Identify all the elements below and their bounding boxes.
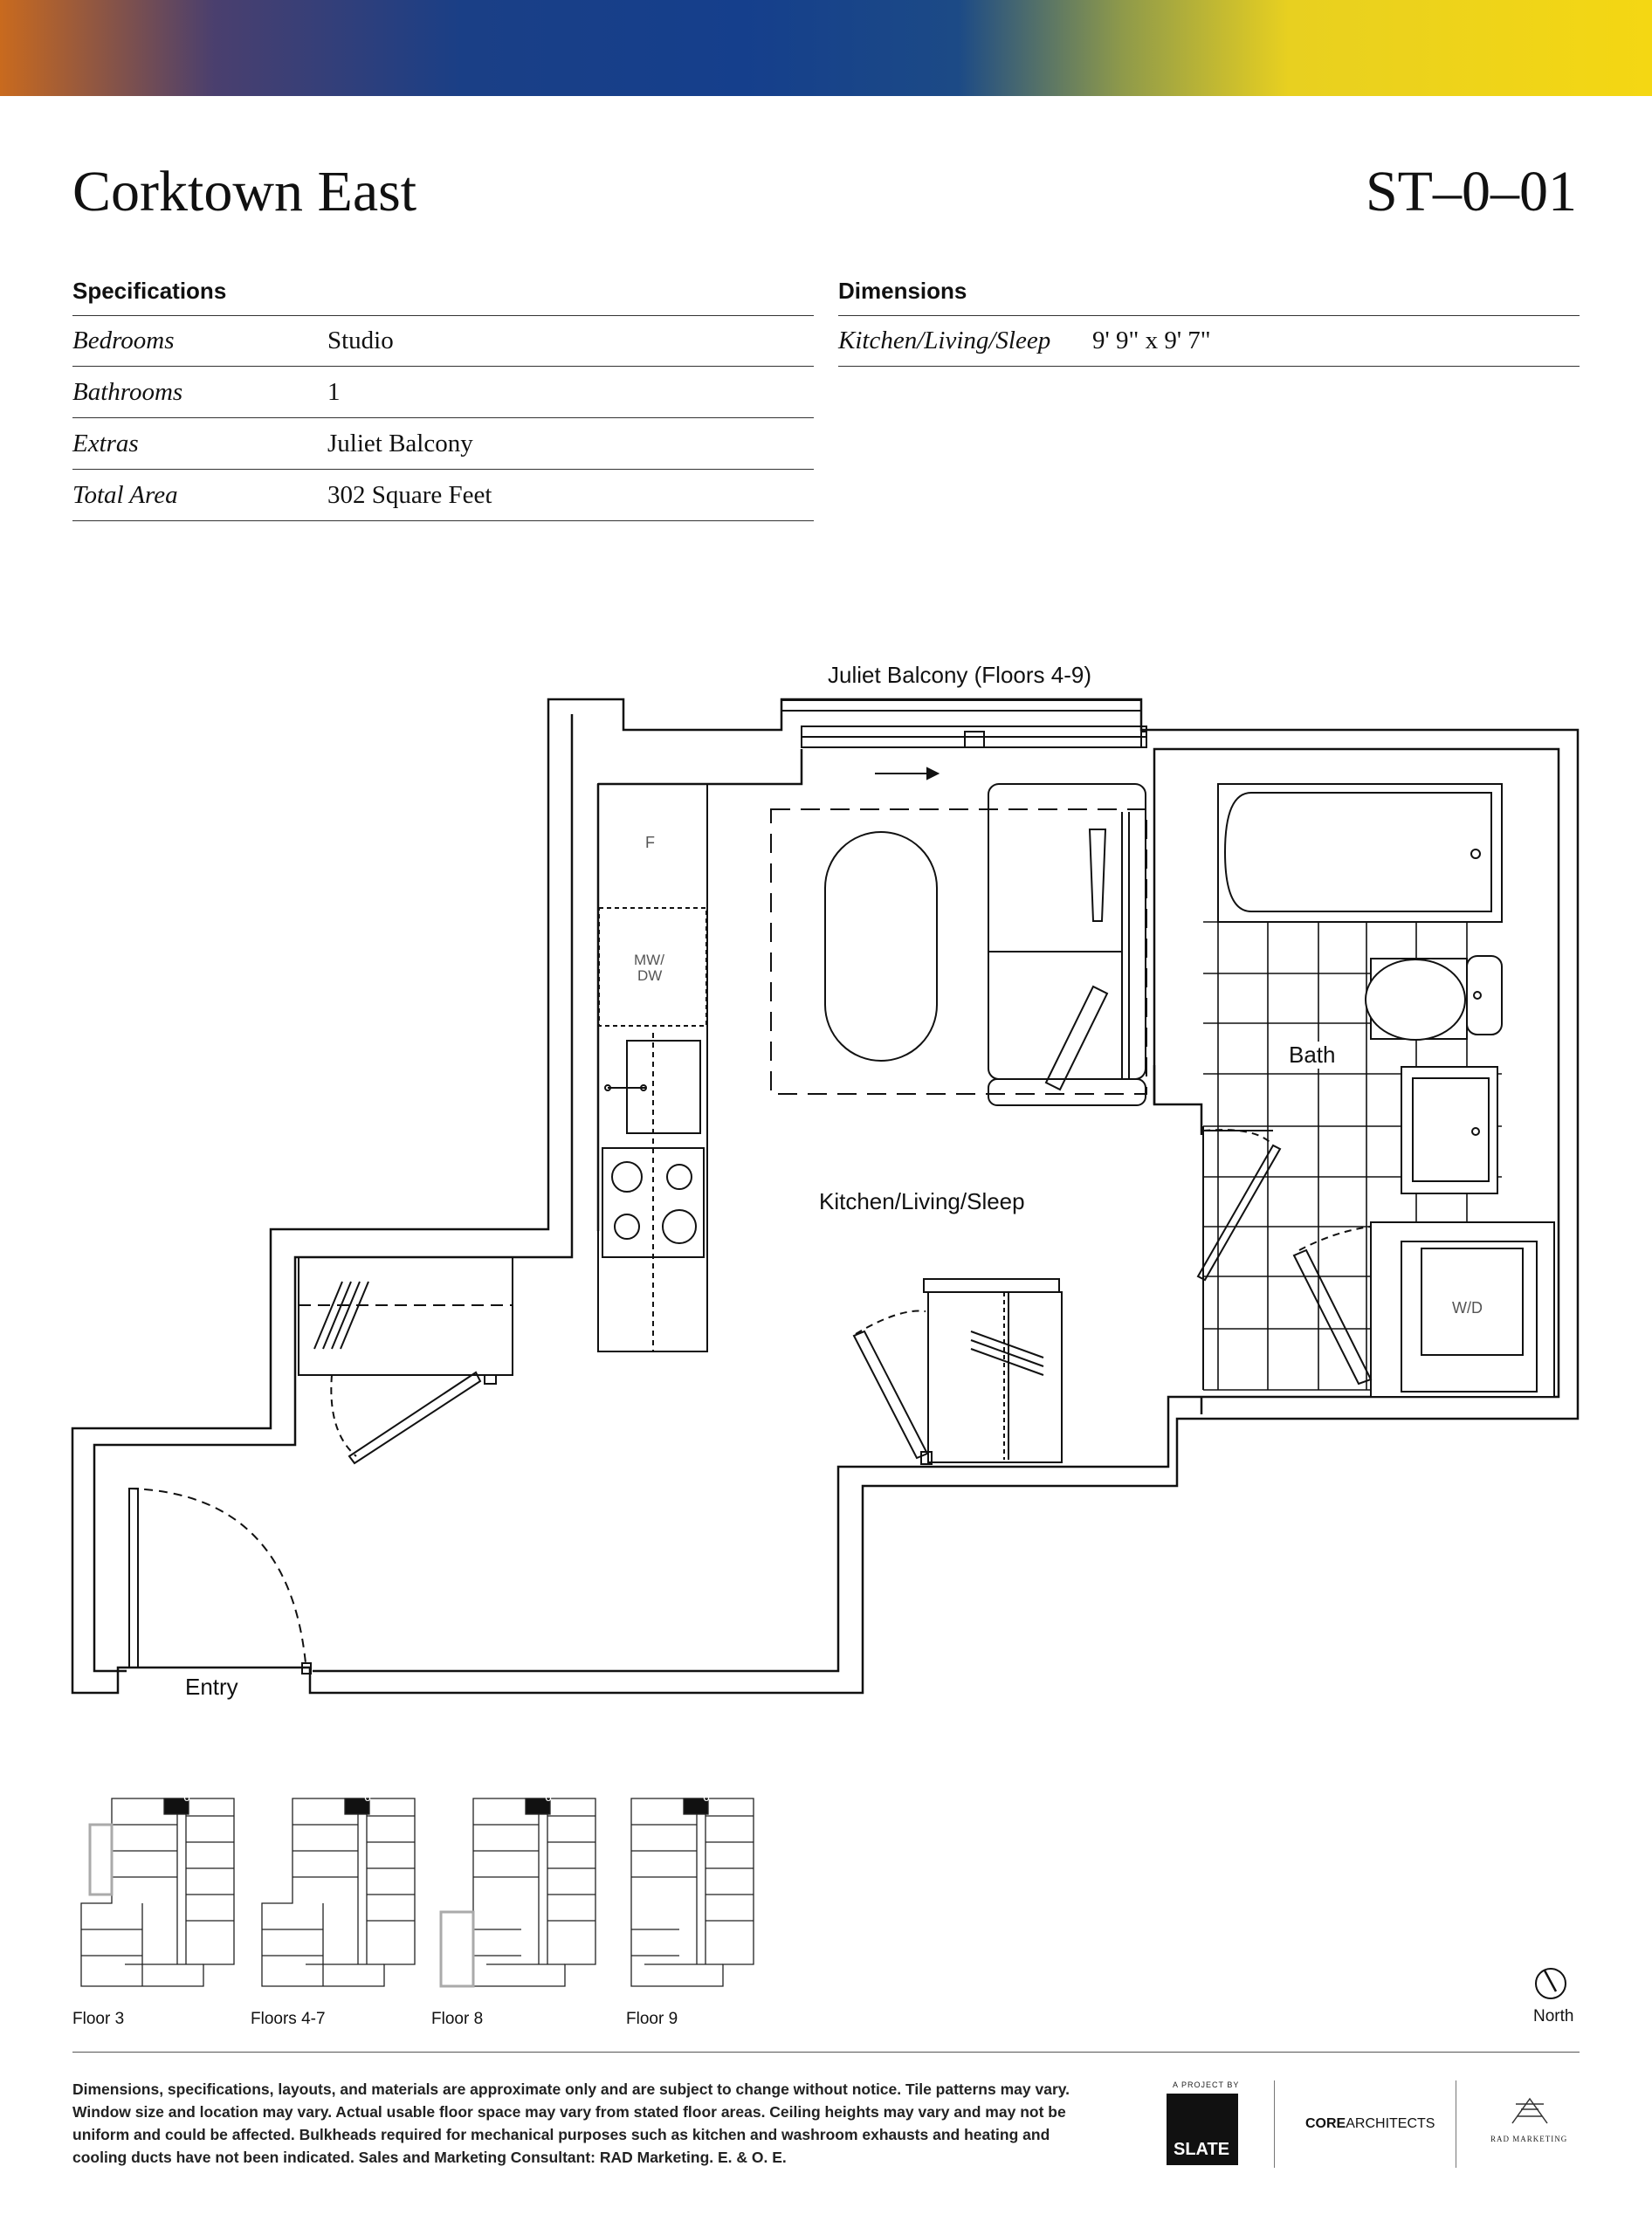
project-by-label: A PROJECT BY	[1173, 2080, 1240, 2089]
spec-label: Total Area	[72, 481, 178, 509]
slate-logo	[1167, 2094, 1238, 2165]
rad-marketing-logo-icon	[1509, 2095, 1551, 2127]
fridge-label: F	[645, 834, 655, 851]
hall-closet	[854, 1279, 1062, 1464]
bath-label: Bath	[1286, 1042, 1339, 1069]
unit-marker: 6	[703, 1790, 710, 1804]
project-name: Corktown East	[72, 160, 417, 224]
spec-label: Bathrooms	[72, 378, 183, 406]
dimensions-heading: Dimensions	[838, 278, 967, 304]
spec-value: Juliet Balcony	[327, 430, 473, 457]
floor-label: Floors 4-7	[251, 2010, 326, 2028]
floor-label: Floor 9	[626, 2010, 678, 2028]
key-plan-floor-3	[81, 1798, 234, 1986]
microwave-label: MW/	[634, 952, 664, 968]
bathroom	[1198, 784, 1554, 1397]
spec-value: 1	[327, 378, 341, 406]
core-logo-rest: ARCHITECTS	[1346, 2116, 1435, 2131]
north-label: North	[1533, 2007, 1574, 2025]
washer-dryer-label: W/D	[1452, 1299, 1483, 1317]
divider	[1274, 2080, 1275, 2168]
spec-value: Studio	[327, 327, 394, 354]
unit-marker: 6	[364, 1790, 371, 1804]
key-plans	[0, 1781, 786, 1991]
table	[825, 832, 937, 1061]
unit-marker: 6	[545, 1790, 552, 1804]
slate-logo-text: SLATE	[1174, 2140, 1230, 2159]
specifications-heading: Specifications	[72, 278, 227, 304]
inner-wall	[94, 714, 572, 1671]
unit-marker: 6	[183, 1790, 190, 1804]
juliet-balcony	[781, 700, 1146, 779]
sofa	[988, 784, 1146, 1105]
entry-closet	[299, 1257, 513, 1463]
dishwasher-label: DW	[637, 967, 663, 984]
core-architects-logo	[1305, 2116, 1435, 2132]
kitchen-counter	[598, 784, 707, 1351]
north-arrow-icon	[1532, 1965, 1569, 2002]
rad-marketing-label: RAD MARKETING	[1490, 2135, 1568, 2143]
dimension-value: 9' 9" x 9' 7"	[1092, 327, 1211, 354]
spec-label: Extras	[72, 430, 139, 457]
balcony-label: Juliet Balcony (Floors 4-9)	[828, 662, 1091, 688]
dimension-label: Kitchen/Living/Sleep	[838, 327, 1051, 354]
key-plan-floors-4-7	[262, 1798, 415, 1986]
footer-divider	[72, 2052, 1580, 2053]
entry-door	[129, 1489, 311, 1674]
floor-label: Floor 3	[72, 2010, 125, 2028]
entry-label: Entry	[185, 1674, 238, 1700]
key-plan-floor-8	[441, 1798, 595, 1986]
disclaimer: Dimensions, specifications, layouts, and materials are approximate only and are subject to change without notice. Tile patterns may vary. Window size and location may vary. Actual usable floor space may vary from stated floor areas. Ceiling heights may vary and may not be uniform and could be affected. Bulkheads required for mechanical purposes such as kitchen and washroom exhausts and heating and cooling ducts have not been indicated. Sales and Marketing Consultant: RAD Marketing. E. & O. E.	[72, 2080, 1070, 2166]
key-plan-floor-9	[631, 1798, 754, 1986]
core-logo-bold: CORE	[1305, 2116, 1346, 2131]
unit-code: ST–0–01	[1365, 160, 1577, 224]
main-room-label: Kitchen/Living/Sleep	[819, 1188, 1025, 1214]
spec-value: 302 Square Feet	[327, 481, 492, 509]
spec-label: Bedrooms	[72, 327, 175, 354]
floor-label: Floor 8	[431, 2010, 484, 2028]
